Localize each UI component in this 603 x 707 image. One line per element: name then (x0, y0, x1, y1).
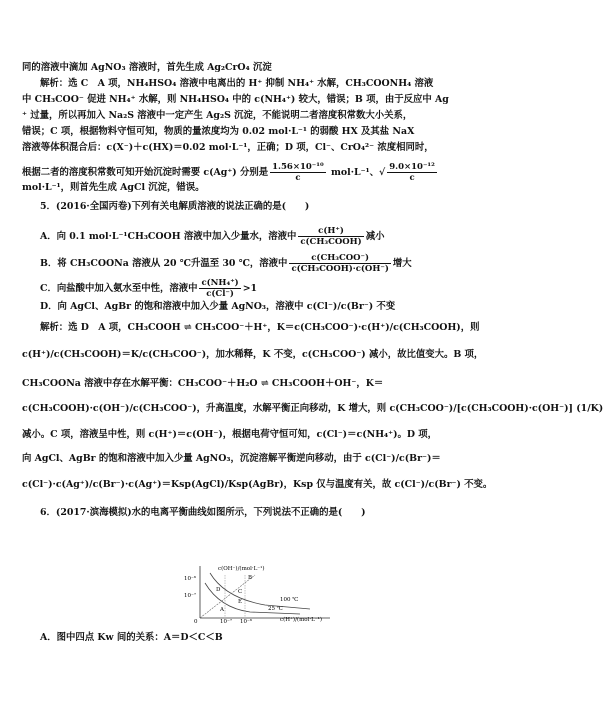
x-tick-2: 10⁻⁶ (240, 619, 253, 625)
text-line-l14: 解析：选 D A 项，CH₃COOH ⇌ CH₃COO⁻＋H⁺，K＝c(CH₃COO⁻)·c(H⁺)/c(CH₃COOH)，则 (40, 322, 480, 333)
point-c: C (238, 589, 243, 595)
y-axis-label: c(OH⁻)/(mol·L⁻¹) (218, 566, 265, 572)
text-line-l15: c(H⁺)/c(CH₃COOH)＝K/c(CH₃COO⁻)，加水稀释，K 不变，c(CH₃COO⁻) 减小，故比值变大。B 项， (22, 349, 484, 360)
point-e: E (238, 599, 243, 605)
line-07: 根据二者的溶度积常数可知开始沉淀时需要 c(Ag⁺) 分别是 $\frac{\text{1.56×10⁻¹⁰}}{c}$ mol·L⁻¹、√ $\frac{\text{9.0×10⁻¹²}}{c}$ (22, 162, 435, 183)
text-line-l04: ⁺ 过量，所以再加入 Na₂S 溶液中一定产生 Ag₂S 沉淀，不能说明二者溶度积常数大小关系， (22, 110, 413, 121)
option-a: A．向 0.1 mol·L⁻¹CH₃COOH 溶液中加入少量水，溶液中 $\frac{c(H^+)}{\text{c(CH₃COOH)}}$ 减小 (40, 226, 385, 247)
label-100c: 100 ℃ (280, 597, 299, 603)
text-line-l22: A．图中四点 Kw 间的关系：A＝D＜C＜B (40, 632, 223, 643)
y-tick-2: 10⁻⁷ (184, 593, 197, 599)
point-b: B (248, 575, 253, 581)
origin-label: 0 (194, 619, 198, 625)
text-line-l02: 解析：选 C A 项，NH₄HSO₄ 溶液中电离出的 H⁺ 抑制 NH₄⁺ 水解，CH₃COONH₄ 溶液 (40, 78, 434, 89)
point-d: D (216, 587, 221, 593)
text-line-l19: 向 AgCl、AgBr 的饱和溶液中加入少量 AgNO₃，沉淀溶解平衡逆向移动，由于 c(Cl⁻)/c(Br⁻)＝ (22, 453, 441, 464)
water-ionization-figure (180, 563, 340, 623)
text-line-l16: CH₃COONa 溶液中存在水解平衡：CH₃COO⁻＋H₂O ⇌ CH₃COOH＋OH⁻，K＝ (22, 378, 384, 389)
option-b: B．将 CH₃COONa 溶液从 20 ℃升温至 30 ℃，溶液中 $\frac{\text{c(CH₃COO⁻)}}{\text{c(CH₃COOH)·c(OH⁻)}}$ 增大 (40, 253, 412, 274)
label-25c: 25 ℃ (268, 606, 283, 612)
text-line-l06: 溶液等体积混合后：c(X⁻)＋c(HX)＝0.02 mol·L⁻¹，正确；D 项，Cl⁻、CrO₄²⁻ 浓度相同时， (22, 142, 434, 153)
y-tick-1: 10⁻⁶ (184, 576, 197, 582)
text-line-l20: c(Cl⁻)·c(Ag⁺)/c(Br⁻)·c(Ag⁺)＝Ksp(AgCl)/Ksp(AgBr)，Ksp 仅与温度有关，故 c(Cl⁻)/c(Br⁻) 不变。 (22, 479, 493, 490)
x-axis-label: c(H⁺)/(mol·L⁻¹) (280, 617, 323, 623)
text-line-l08: mol·L⁻¹，则首先生成 AgCl 沉淀，错误。 (22, 182, 205, 193)
text-line-l21: 6．(2017·滨海模拟)水的电离平衡曲线如图所示，下列说法不正确的是( ) (40, 507, 366, 518)
fraction-agcl: $\frac{\text{1.56×10⁻¹⁰}}{c}$ (272, 162, 324, 183)
x-tick-1: 10⁻⁷ (220, 619, 233, 625)
fraction-ag2cro4: $\frac{\text{9.0×10⁻¹²}}{c}$ (389, 162, 435, 183)
option-c: C．向盐酸中加入氨水至中性，溶液中 $\frac{\text{c(NH₄⁺)}}{c(Cl^-)}$ >1 (40, 278, 258, 299)
text-line-l13: D．向 AgCl、AgBr 的饱和溶液中加入少量 AgNO₃，溶液中 c(Cl⁻)/c(Br⁻) 不变 (40, 301, 396, 312)
point-a: A (220, 607, 224, 613)
text-line-l17: c(CH₃COOH)·c(OH⁻)/c(CH₃COO⁻)，升高温度，水解平衡正向移动，K 增大，则 c(CH₃COO⁻)/[c(CH₃COOH)·c(OH⁻)] (1/K) (22, 403, 603, 414)
text-line-l03: 中 CH₃COO⁻ 促进 NH₄⁺ 水解，则 NH₄HSO₄ 中的 c(NH₄⁺) 较大，错误；B 项，由于反应中 Ag (22, 94, 449, 105)
text-line-l09: 5．(2016·全国丙卷)下列有关电解质溶液的说法正确的是( ) (40, 201, 310, 212)
text-line-l01: 同的溶液中滴加 AgNO₃ 溶液时，首先生成 Ag₂CrO₄ 沉淀 (22, 62, 272, 73)
text-line-l18: 减小。C 项，溶液呈中性，则 c(H⁺)＝c(OH⁻)，根据电荷守恒可知，c(Cl⁻)＝c(NH₄⁺)。D 项， (22, 429, 438, 440)
text-line-l05: 错误；C 项，根据物料守恒可知，物质的量浓度均为 0.02 mol·L⁻¹ 的弱酸 HX 及其盐 NaX (22, 126, 415, 137)
